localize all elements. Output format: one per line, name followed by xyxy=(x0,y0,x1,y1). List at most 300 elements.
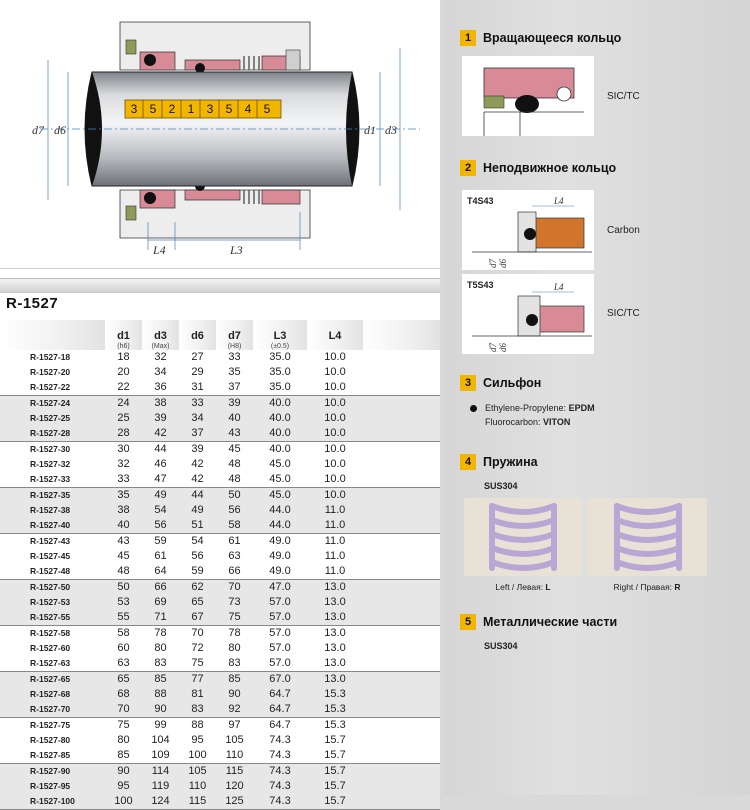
seal-assembly-diagram xyxy=(0,0,440,269)
table-cell: 59 xyxy=(154,535,167,547)
table-cell-code: R-1527-25 xyxy=(0,411,105,426)
callout-1: 1 xyxy=(187,102,195,116)
table-cell: 10.0 xyxy=(307,396,363,412)
table-cell: 42 xyxy=(179,472,216,488)
left-spring-caption: Left / Левая: L xyxy=(495,582,551,592)
table-row xyxy=(0,457,440,472)
table-cell: 31 xyxy=(179,380,216,396)
table-cell: 95 xyxy=(191,734,204,746)
table-cell: 44.0 xyxy=(253,518,307,534)
table-cell: 39 xyxy=(191,443,204,455)
table-cell: 33 xyxy=(179,396,216,412)
table-cell: 15.3 xyxy=(307,702,363,718)
table-cell-code: R-1527-22 xyxy=(0,380,105,396)
table-row xyxy=(0,411,440,426)
section-3-header xyxy=(460,375,541,391)
table-cell: 71 xyxy=(142,610,179,626)
variant-t4s43-material: Carbon xyxy=(607,225,640,236)
table-cell: 83 xyxy=(216,656,253,672)
table-cell-code: R-1527-28 xyxy=(0,426,105,442)
table-cell: 100 xyxy=(105,794,142,810)
table-row xyxy=(0,595,440,610)
table-cell-code: R-1527-100 xyxy=(0,794,105,810)
table-cell: 43 xyxy=(117,535,130,547)
table-cell: 54 xyxy=(142,503,179,518)
table-cell: 60 xyxy=(117,642,130,654)
table-cell: 50 xyxy=(105,580,142,596)
table-cell: 85 xyxy=(142,672,179,688)
table-row xyxy=(0,641,440,656)
table-cell: 15.7 xyxy=(324,734,346,746)
table-cell-code: R-1527-48 xyxy=(0,564,105,580)
table-cell: 39 xyxy=(142,411,179,426)
table-cell: 64.7 xyxy=(269,719,291,731)
table-cell: 48 xyxy=(228,458,241,470)
table-cell: 13.0 xyxy=(324,627,346,639)
table-cell: 40.0 xyxy=(253,396,307,412)
dimensions-table xyxy=(0,320,440,810)
table-cell: 74.3 xyxy=(253,779,307,794)
table-cell: 74.3 xyxy=(253,764,307,780)
table-cell: 15.7 xyxy=(307,779,363,794)
table-cell: 119 xyxy=(142,779,179,794)
table-cell: 10.0 xyxy=(324,366,346,378)
table-cell: 85 xyxy=(105,748,142,764)
table-cell: 64.7 xyxy=(253,702,307,718)
table-row xyxy=(0,472,440,488)
section-2-title: Неподвижное кольцо xyxy=(483,161,617,175)
table-cell-code: R-1527-80 xyxy=(30,735,71,745)
section-4-title: Пружина xyxy=(483,455,538,469)
table-cell: 13.0 xyxy=(307,672,363,688)
table-body xyxy=(0,350,440,810)
table-cell: 88 xyxy=(142,687,179,702)
section-5-header xyxy=(460,614,617,630)
table-cell: 27 xyxy=(191,351,204,363)
table-cell: 38 xyxy=(142,396,179,412)
table-cell: 80 xyxy=(228,642,241,654)
table-cell: 90 xyxy=(216,687,253,702)
table-row xyxy=(0,626,440,642)
table-cell: 63 xyxy=(228,550,241,562)
table-cell: 66 xyxy=(142,580,179,596)
table-cell-code: R-1527-65 xyxy=(0,672,105,688)
table-cell: 51 xyxy=(179,518,216,534)
svg-text:L4: L4 xyxy=(554,196,564,206)
table-cell-code: R-1527-63 xyxy=(0,656,105,672)
table-cell: 40.0 xyxy=(269,443,291,455)
table-row xyxy=(0,748,440,764)
table-cell-code: R-1527-90 xyxy=(0,764,105,780)
callout-5c: 5 xyxy=(263,102,271,116)
table-cell: 115 xyxy=(179,794,216,810)
table-cell: 35 xyxy=(105,488,142,504)
table-cell: 10.0 xyxy=(324,443,346,455)
table-row xyxy=(0,779,440,794)
table-cell: 43 xyxy=(216,426,253,442)
table-cell: 45 xyxy=(117,550,130,562)
svg-text:d7: d7 xyxy=(488,343,498,352)
table-cell: 49.0 xyxy=(269,550,291,562)
table-cell-code: R-1527-95 xyxy=(0,779,105,794)
table-cell: 33 xyxy=(228,351,241,363)
table-cell: 90 xyxy=(142,702,179,718)
table-row xyxy=(0,350,440,365)
table-cell: 48 xyxy=(105,564,142,580)
table-cell: 72 xyxy=(191,642,204,654)
table-row xyxy=(0,610,440,626)
table-row xyxy=(0,396,440,412)
table-cell-code: R-1527-30 xyxy=(30,444,71,454)
header-d6: d6 xyxy=(179,320,216,350)
table-cell: 68 xyxy=(105,687,142,702)
table-cell-code: R-1527-70 xyxy=(0,702,105,718)
table-cell: 36 xyxy=(142,380,179,396)
table-cell: 58 xyxy=(216,518,253,534)
table-row xyxy=(0,687,440,702)
bellows-material-viton: Fluorocarbon: VITON xyxy=(485,417,571,427)
table-cell: 110 xyxy=(179,779,216,794)
table-cell: 74.3 xyxy=(269,734,291,746)
table-cell: 20 xyxy=(117,366,130,378)
header-d3: d3 (Max) xyxy=(142,320,179,350)
table-cell: 90 xyxy=(105,764,142,780)
table-cell: 45.0 xyxy=(269,458,291,470)
header-L4: L4 xyxy=(307,320,363,350)
variant-t4s43-code: T4S43 xyxy=(467,196,494,206)
table-cell: 10.0 xyxy=(324,351,346,363)
table-cell: 35.0 xyxy=(253,380,307,396)
table-cell: 45.0 xyxy=(253,488,307,504)
rotating-ring-drawing xyxy=(462,56,594,136)
table-cell-code: R-1527-38 xyxy=(0,503,105,518)
table-cell: 69 xyxy=(142,595,179,610)
callout-2: 2 xyxy=(168,102,176,116)
callout-5b: 5 xyxy=(225,102,233,116)
table-cell: 57.0 xyxy=(269,642,291,654)
table-cell: 10.0 xyxy=(324,458,346,470)
table-row xyxy=(0,488,440,504)
table-cell: 65 xyxy=(105,672,142,688)
table-row xyxy=(0,702,440,718)
table-cell: 92 xyxy=(216,702,253,718)
table-cell: 105 xyxy=(225,734,244,746)
table-cell: 75 xyxy=(216,610,253,626)
table-cell: 70 xyxy=(105,702,142,718)
header-code xyxy=(0,320,105,350)
table-cell: 83 xyxy=(142,656,179,672)
table-cell: 46 xyxy=(154,458,167,470)
table-cell: 10.0 xyxy=(307,380,363,396)
section-4-header xyxy=(460,454,538,470)
table-cell: 11.0 xyxy=(324,550,346,562)
table-cell: 15.3 xyxy=(324,719,346,731)
callout-3b: 3 xyxy=(206,102,214,116)
table-cell: 24 xyxy=(105,396,142,412)
bellows-material-epdm: Ethylene-Propylene: EPDM xyxy=(470,403,595,413)
right-panel xyxy=(444,0,750,795)
table-cell: 15.7 xyxy=(307,764,363,780)
section-1-header xyxy=(460,30,621,46)
table-cell: 61 xyxy=(228,535,241,547)
table-cell: 49.0 xyxy=(253,564,307,580)
table-cell: 81 xyxy=(179,687,216,702)
spring-material: SUS304 xyxy=(484,481,518,491)
table-cell-code: R-1527-32 xyxy=(30,459,71,469)
table-header-row xyxy=(0,320,440,350)
table-cell: 109 xyxy=(142,748,179,764)
section-2-header xyxy=(460,160,616,176)
table-cell: 15.7 xyxy=(307,748,363,764)
table-cell: 38 xyxy=(105,503,142,518)
table-cell: 42 xyxy=(142,426,179,442)
table-cell: 85 xyxy=(216,672,253,688)
table-cell: 64.7 xyxy=(253,687,307,702)
table-cell: 124 xyxy=(142,794,179,810)
table-cell: 37 xyxy=(216,380,253,396)
table-cell: 54 xyxy=(191,535,204,547)
table-cell: 63 xyxy=(105,656,142,672)
table-row xyxy=(0,549,440,564)
table-row xyxy=(0,365,440,380)
metal-parts-material: SUS304 xyxy=(484,641,518,651)
table-row xyxy=(0,503,440,518)
table-cell: 57.0 xyxy=(253,595,307,610)
table-cell: 95 xyxy=(105,779,142,794)
dim-L3-label: L3 xyxy=(230,243,243,257)
table-cell: 50 xyxy=(216,488,253,504)
callout-4: 4 xyxy=(244,102,252,116)
table-row xyxy=(0,534,440,550)
table-cell: 99 xyxy=(154,719,167,731)
variant-t5s43-code: T5S43 xyxy=(467,280,494,290)
table-cell-code: R-1527-58 xyxy=(30,628,71,638)
table-cell: 104 xyxy=(151,734,170,746)
table-cell: 80 xyxy=(117,734,130,746)
table-cell: 78 xyxy=(228,627,241,639)
table-cell: 42 xyxy=(191,458,204,470)
header-L3: L3 (±0.5) xyxy=(253,320,307,350)
dim-d1-label: d1 xyxy=(364,123,376,137)
table-cell: 62 xyxy=(179,580,216,596)
table-row xyxy=(0,426,440,442)
table-row xyxy=(0,380,440,396)
table-cell-code: R-1527-43 xyxy=(30,536,71,546)
callout-3: 3 xyxy=(130,102,138,116)
table-cell: 115 xyxy=(216,764,253,780)
table-row xyxy=(0,442,440,458)
table-cell: 10.0 xyxy=(307,411,363,426)
table-cell: 13.0 xyxy=(307,610,363,626)
table-cell: 67 xyxy=(179,610,216,626)
table-cell: 57.0 xyxy=(269,627,291,639)
table-row xyxy=(0,580,440,596)
svg-text:d6: d6 xyxy=(498,343,508,352)
section-3-number: 3 xyxy=(460,375,476,391)
table-cell: 40.0 xyxy=(253,426,307,442)
table-cell: 10.0 xyxy=(307,488,363,504)
header-d7: d7 (H8) xyxy=(216,320,253,350)
table-cell: 67.0 xyxy=(253,672,307,688)
table-cell: 105 xyxy=(179,764,216,780)
table-cell: 10.0 xyxy=(307,426,363,442)
table-cell: 49.0 xyxy=(269,535,291,547)
section-2-number: 2 xyxy=(460,160,476,176)
table-cell: 64 xyxy=(142,564,179,580)
table-cell: 70 xyxy=(191,627,204,639)
table-cell: 34 xyxy=(179,411,216,426)
dim-d7-label: d7 xyxy=(32,123,44,137)
table-cell: 74.3 xyxy=(253,748,307,764)
table-cell: 22 xyxy=(105,380,142,396)
table-cell: 114 xyxy=(142,764,179,780)
section-3-title: Сильфон xyxy=(483,376,542,390)
table-cell: 11.0 xyxy=(307,564,363,580)
section-1-number: 1 xyxy=(460,30,476,46)
table-cell: 29 xyxy=(191,366,204,378)
table-cell: 32 xyxy=(154,351,167,363)
section-5-title: Металлические части xyxy=(483,615,618,629)
dim-d6-label: d6 xyxy=(54,123,66,137)
table-cell: 57.0 xyxy=(253,610,307,626)
table-cell: 11.0 xyxy=(307,503,363,518)
table-cell: 73 xyxy=(216,595,253,610)
table-cell: 44 xyxy=(154,443,167,455)
table-cell: 44 xyxy=(179,488,216,504)
table-cell-code: R-1527-55 xyxy=(0,610,105,626)
table-row xyxy=(0,794,440,810)
table-cell: 35.0 xyxy=(269,351,291,363)
table-cell: 25 xyxy=(105,411,142,426)
section-4-number: 4 xyxy=(460,454,476,470)
table-cell: 15.3 xyxy=(307,687,363,702)
table-cell-code: R-1527-45 xyxy=(30,551,71,561)
section-5-number: 5 xyxy=(460,614,476,630)
table-cell: 70 xyxy=(216,580,253,596)
table-cell: 13.0 xyxy=(324,642,346,654)
table-cell-code: R-1527-75 xyxy=(30,720,71,730)
dim-L4-label: L4 xyxy=(153,243,166,257)
dim-d3-label: d3 xyxy=(385,123,397,137)
callout-5: 5 xyxy=(149,102,157,116)
table-cell: 57.0 xyxy=(253,656,307,672)
table-cell: 11.0 xyxy=(324,535,346,547)
table-cell-code: R-1527-24 xyxy=(0,396,105,412)
header-d1: d1 (h6) xyxy=(105,320,142,350)
table-cell: 75 xyxy=(117,719,130,731)
table-cell: 88 xyxy=(191,719,204,731)
table-cell: 30 xyxy=(117,443,130,455)
table-cell: 13.0 xyxy=(307,595,363,610)
table-cell: 83 xyxy=(179,702,216,718)
table-cell: 56 xyxy=(142,518,179,534)
table-cell: 18 xyxy=(117,351,130,363)
table-row xyxy=(0,764,440,780)
table-cell: 40.0 xyxy=(253,411,307,426)
table-cell: 74.3 xyxy=(253,794,307,810)
section-1-title: Вращающееся кольцо xyxy=(483,31,622,45)
bullet-icon xyxy=(470,405,477,412)
table-cell-code: R-1527-18 xyxy=(30,352,71,362)
table-row xyxy=(0,656,440,672)
table-cell-code: R-1527-33 xyxy=(0,472,105,488)
table-cell: 49 xyxy=(179,503,216,518)
table-cell-code: R-1527-53 xyxy=(0,595,105,610)
table-cell-code: R-1527-20 xyxy=(30,367,71,377)
table-cell: 28 xyxy=(105,426,142,442)
table-cell: 32 xyxy=(117,458,130,470)
svg-text:L4: L4 xyxy=(554,282,564,292)
table-cell: 80 xyxy=(154,642,167,654)
table-cell: 120 xyxy=(216,779,253,794)
table-cell: 44.0 xyxy=(253,503,307,518)
table-cell: 97 xyxy=(228,719,241,731)
table-cell: 56 xyxy=(191,550,204,562)
table-cell: 40 xyxy=(105,518,142,534)
table-cell: 34 xyxy=(154,366,167,378)
section-1-material: SIC/TC xyxy=(607,91,640,102)
table-cell-code: R-1527-40 xyxy=(0,518,105,534)
table-cell: 15.7 xyxy=(307,794,363,810)
callout-numbers xyxy=(125,100,281,118)
table-cell: 33 xyxy=(105,472,142,488)
section-divider xyxy=(0,278,440,293)
table-cell: 100 xyxy=(179,748,216,764)
right-spring-photo xyxy=(587,498,707,576)
table-row xyxy=(0,564,440,580)
table-cell: 45.0 xyxy=(253,472,307,488)
table-cell-code: R-1527-68 xyxy=(0,687,105,702)
right-spring-caption: Right / Правая: R xyxy=(613,582,681,592)
table-row xyxy=(0,518,440,534)
table-cell: 77 xyxy=(179,672,216,688)
table-cell-code: R-1527-60 xyxy=(30,643,71,653)
table-cell: 56 xyxy=(216,503,253,518)
table-cell-code: R-1527-35 xyxy=(0,488,105,504)
table-cell: 66 xyxy=(216,564,253,580)
table-cell: 45 xyxy=(228,443,241,455)
table-cell: 13.0 xyxy=(307,580,363,596)
dimensions-table-wrap xyxy=(0,320,440,810)
left-spring-photo xyxy=(464,498,582,576)
table-cell: 39 xyxy=(216,396,253,412)
table-cell: 11.0 xyxy=(307,518,363,534)
table-cell: 40 xyxy=(216,411,253,426)
table-cell: 58 xyxy=(117,627,130,639)
table-cell: 35.0 xyxy=(269,366,291,378)
table-cell: 65 xyxy=(179,595,216,610)
table-cell-code: R-1527-50 xyxy=(0,580,105,596)
seal-cross-section xyxy=(0,0,440,268)
svg-text:d6: d6 xyxy=(498,259,508,268)
table-cell-code: R-1527-85 xyxy=(0,748,105,764)
table-cell: 13.0 xyxy=(307,656,363,672)
table-cell: 37 xyxy=(179,426,216,442)
table-row xyxy=(0,733,440,748)
table-cell: 47.0 xyxy=(253,580,307,596)
table-row xyxy=(0,672,440,688)
table-cell: 75 xyxy=(179,656,216,672)
table-cell: 61 xyxy=(154,550,167,562)
table-cell: 55 xyxy=(105,610,142,626)
table-cell: 53 xyxy=(105,595,142,610)
table-cell: 35 xyxy=(228,366,241,378)
product-title: R-1527 xyxy=(6,295,59,312)
svg-text:d7: d7 xyxy=(488,259,498,268)
table-row xyxy=(0,718,440,734)
variant-t5s43-material: SIC/TC xyxy=(607,308,640,319)
table-cell: 125 xyxy=(216,794,253,810)
